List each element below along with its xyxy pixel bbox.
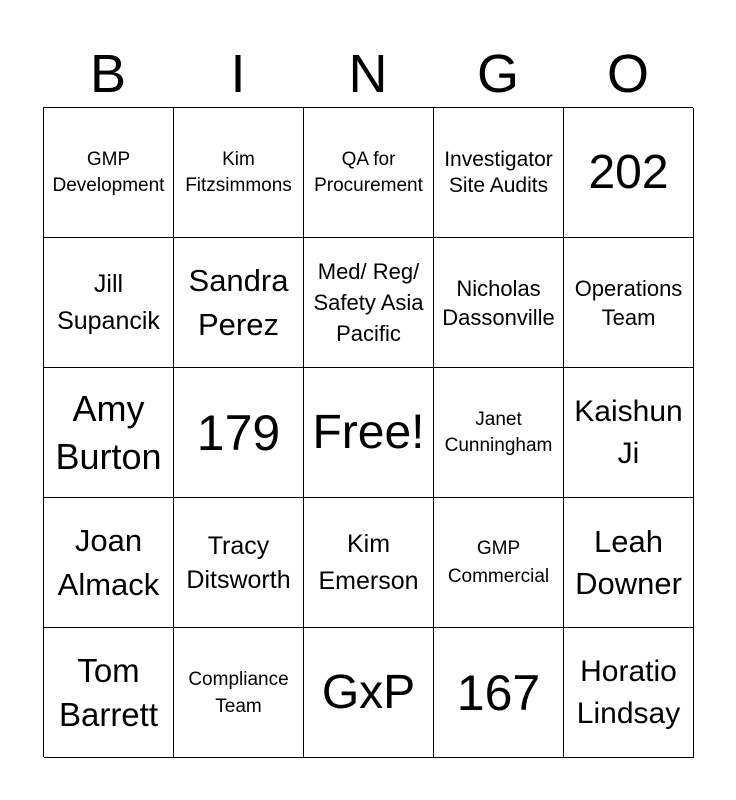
bingo-cell[interactable] xyxy=(174,238,304,368)
bingo-cell[interactable] xyxy=(44,368,174,498)
cell-text: 167 xyxy=(456,664,541,721)
bingo-cell[interactable] xyxy=(564,628,694,758)
bingo-cell[interactable] xyxy=(304,628,434,758)
bingo-cell[interactable] xyxy=(44,108,174,238)
bingo-cell[interactable] xyxy=(434,368,564,498)
cell-text: Compliance Team xyxy=(188,668,289,717)
cell-text: GMP Commercial xyxy=(447,537,550,587)
bingo-cell[interactable] xyxy=(304,498,434,628)
cell-text: 179 xyxy=(196,404,281,461)
cell-text: GMP Development xyxy=(52,148,165,196)
bingo-cell[interactable] xyxy=(174,368,304,498)
bingo-cell[interactable] xyxy=(44,628,174,758)
bingo-cell[interactable] xyxy=(564,498,694,628)
cell-text: GxP xyxy=(321,665,416,719)
cell-text: QA for Procurement xyxy=(314,148,423,196)
bingo-cell[interactable] xyxy=(434,628,564,758)
cell-text: Free! xyxy=(312,405,425,459)
bingo-cell[interactable] xyxy=(304,368,434,498)
header-letter-n: N xyxy=(348,44,388,104)
header-letter-b: B xyxy=(89,44,127,104)
cell-text: Joan Almack xyxy=(57,522,160,602)
cell-text: Kaishun Ji xyxy=(574,394,683,470)
cell-text: Operations Team xyxy=(574,275,683,330)
cell-text: Leah Downer xyxy=(575,523,682,601)
cell-text: Sandra Perez xyxy=(188,262,289,342)
bingo-cell[interactable] xyxy=(434,498,564,628)
bingo-board xyxy=(43,107,693,757)
bingo-cell[interactable] xyxy=(44,238,174,368)
bingo-cell[interactable] xyxy=(564,108,694,238)
bingo-cell[interactable] xyxy=(304,108,434,238)
cell-text: Med/ Reg/ Safety Asia Pacific xyxy=(313,259,424,346)
bingo-cell[interactable] xyxy=(174,628,304,758)
bingo-cell[interactable] xyxy=(174,498,304,628)
header-letter-o: O xyxy=(606,44,649,104)
header-letter-i: I xyxy=(230,44,246,104)
bingo-cell[interactable] xyxy=(174,108,304,238)
cell-text: 202 xyxy=(588,145,669,199)
cell-text: Janet Cunningham xyxy=(444,408,553,456)
cell-text: Jill Supancik xyxy=(57,269,160,335)
cell-text: Nicholas Dassonville xyxy=(442,275,555,330)
header-letter-g: G xyxy=(476,44,519,104)
cell-text: Investigator Site Audits xyxy=(444,147,553,197)
cell-text: Amy Burton xyxy=(55,387,162,477)
cell-text: Tom Barrett xyxy=(58,651,159,733)
bingo-cell[interactable] xyxy=(564,238,694,368)
bingo-cell[interactable] xyxy=(434,238,564,368)
bingo-cell[interactable] xyxy=(304,238,434,368)
cell-text: Kim Fitzsimmons xyxy=(185,148,292,196)
cell-text: Tracy Ditsworth xyxy=(186,531,291,594)
bingo-cell[interactable] xyxy=(44,498,174,628)
bingo-cell[interactable] xyxy=(434,108,564,238)
bingo-cell[interactable] xyxy=(564,368,694,498)
cell-text: Horatio Lindsay xyxy=(576,654,681,730)
bingo-header xyxy=(43,40,693,108)
cell-text: Kim Emerson xyxy=(318,529,419,595)
